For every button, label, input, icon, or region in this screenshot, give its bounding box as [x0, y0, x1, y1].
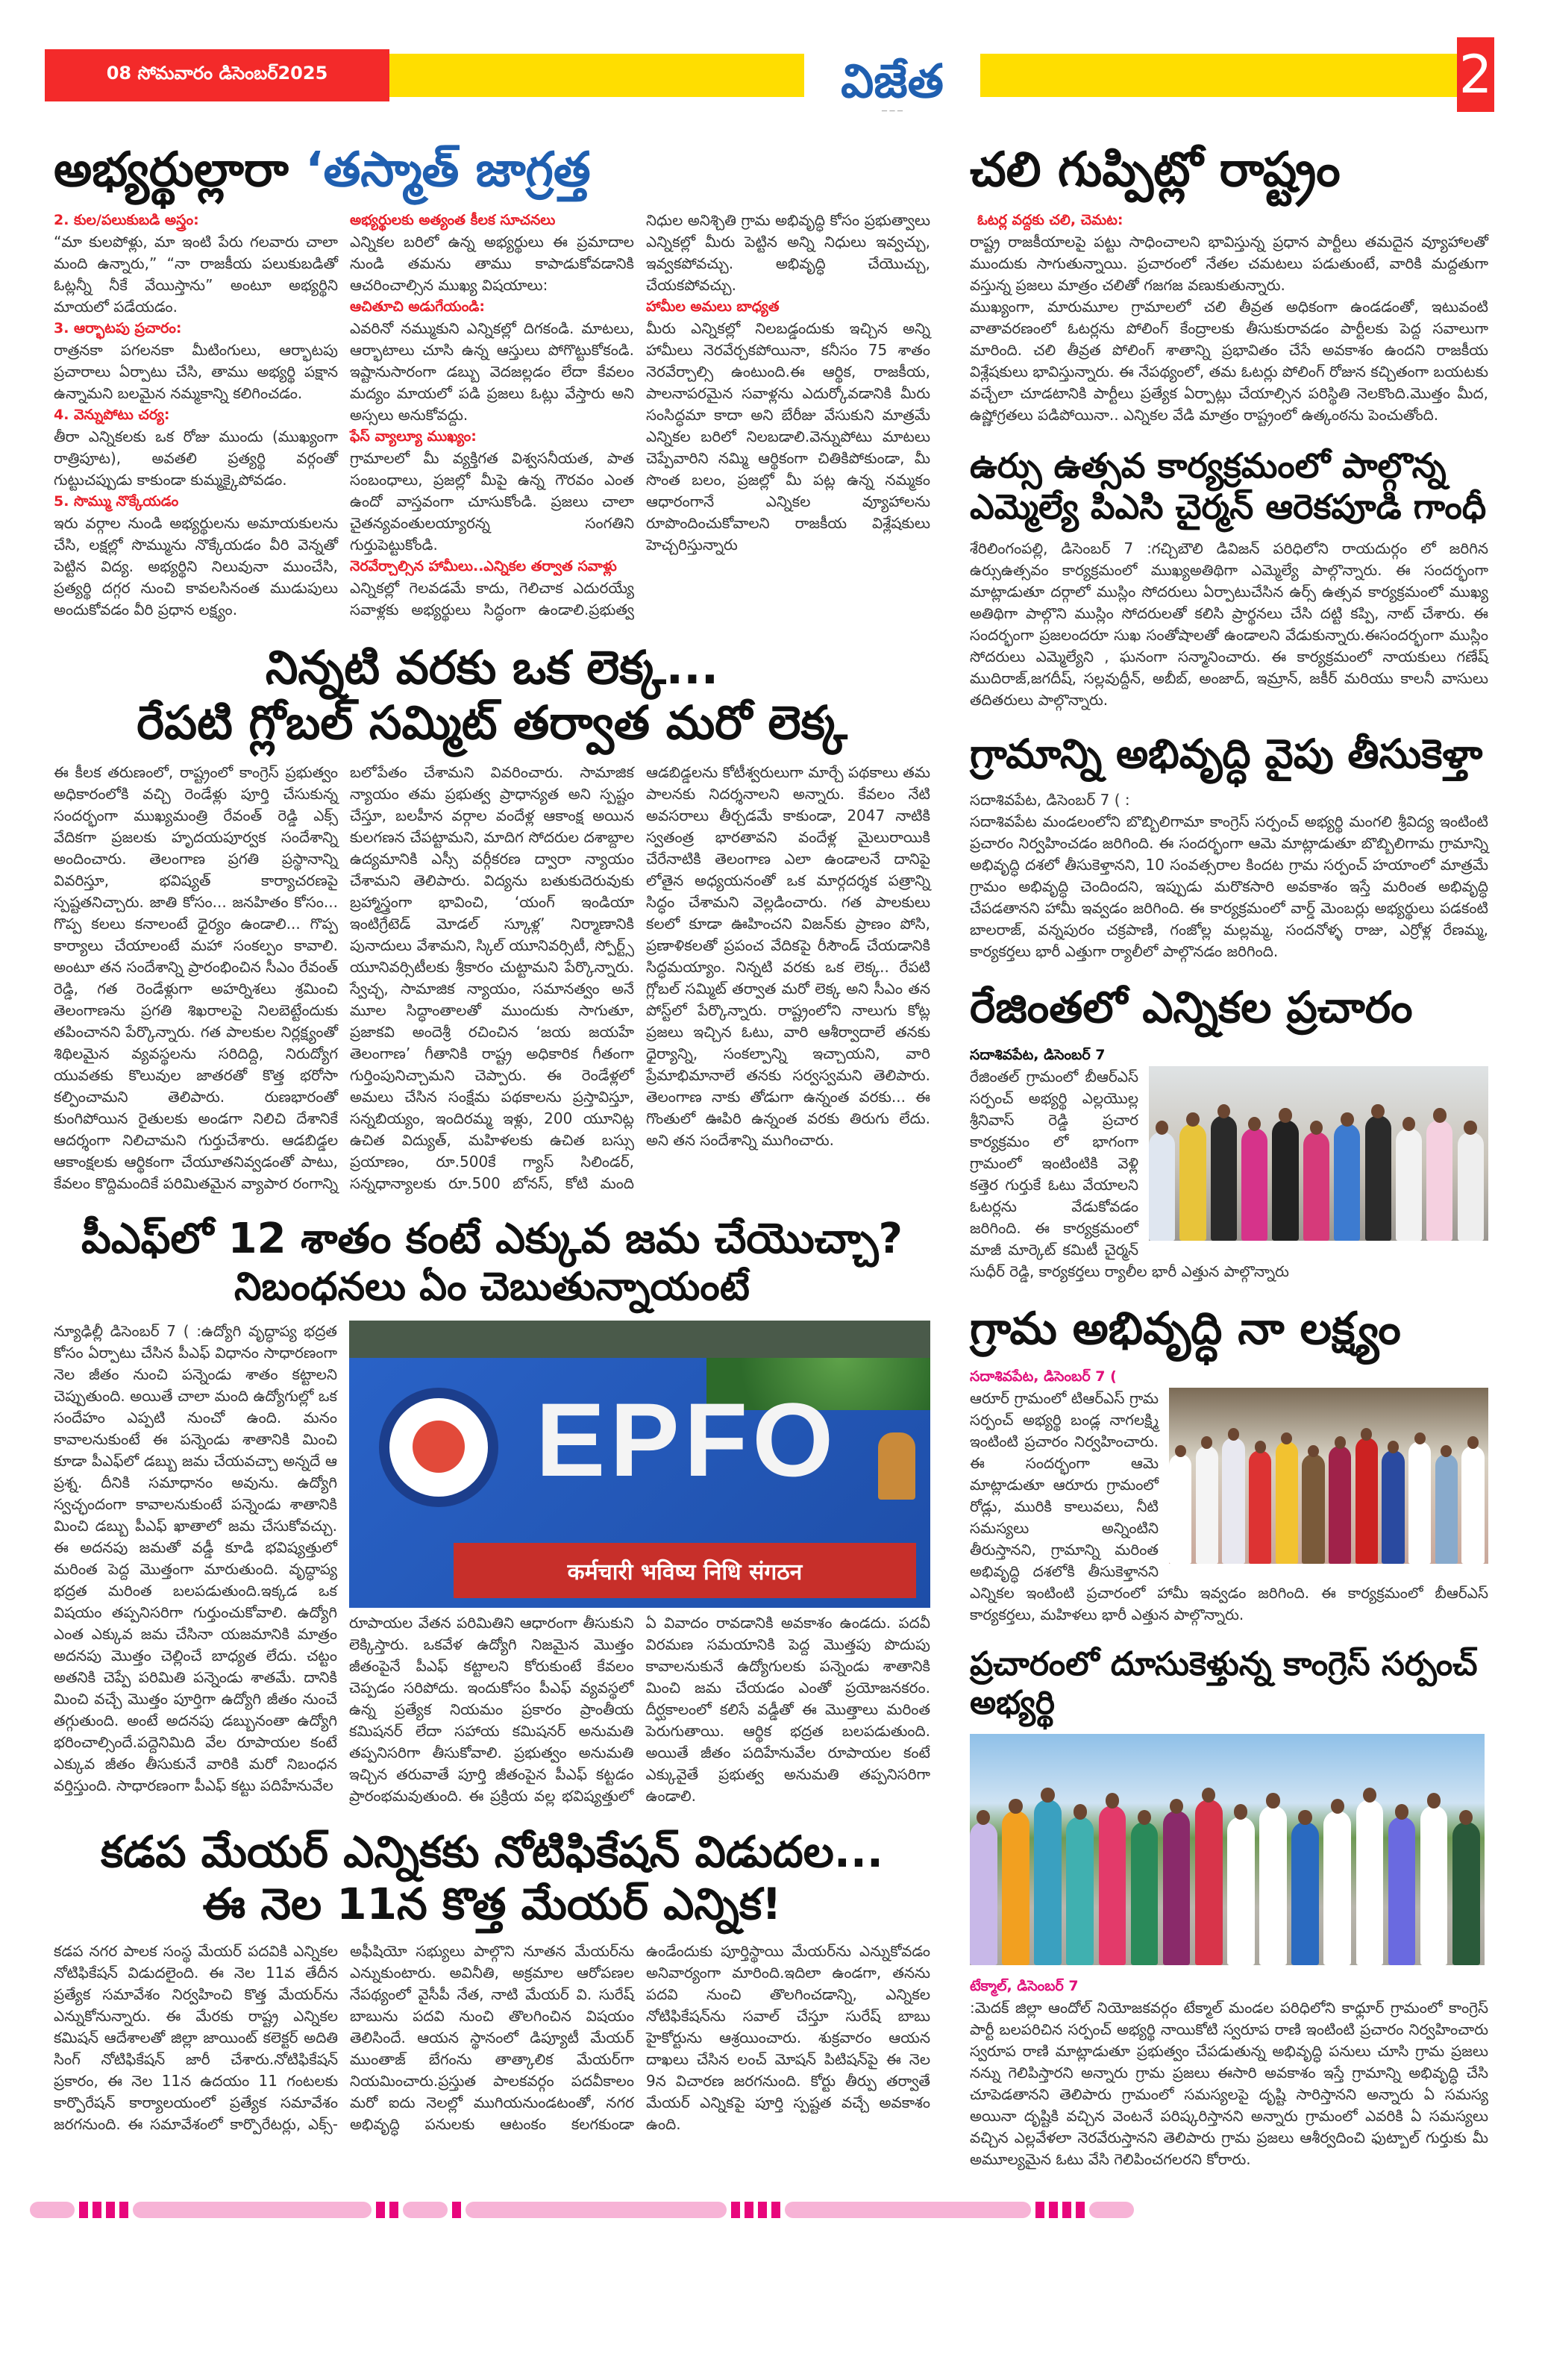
person-figure: [1458, 1132, 1484, 1240]
person-figure: [1303, 1132, 1329, 1240]
pf-headline-1: పీఎఫ్‌లో 12 శాతం కంటే ఎక్కువ జమ చేయొచ్చా?: [81, 1214, 903, 1263]
person-figure: [1329, 1446, 1351, 1564]
person-head: [1228, 1428, 1239, 1441]
person-head: [1402, 1117, 1416, 1131]
person-head: [1175, 1445, 1186, 1458]
person-head: [1361, 1428, 1372, 1441]
section-title: అభ్యర్థులకు అత్యంత కీలక సూచనలు: [350, 211, 556, 228]
person-head: [1433, 1108, 1447, 1122]
section-text: గ్రామాలలో మీ వ్యక్తిగత విశ్వసనీయత, పాత సంబంధాలు, ప్రజల్లో మీపై ఉన్న గౌరవం ఎంత ఉందో వాస్తవంగా చూసుకోండి. ప్రజలు చాలా చైతన్యవంతులయ్యారన్న సంగతిని గుర్తుపెట్టుకోండి.: [350, 448, 634, 554]
village-dev-text: సదాశివపేట మండలంలోని బొబ్బిలిగామా కాంగ్రెస్ సర్పంచ్ అభ్యర్థి మంగలి శ్రీవిద్య ఇంటింటి ప్రచారం నిర్వహించడం జరిగింది. ఈ సందర్భంగా ఆమె మాట్లాడుతూ బొబ్బిలిగామ గ్రామాన్ని అభివృద్ధి దశలో తీసుకెళ్తానని, 10 సంవత్సరాల కిందట గ్రామ సర్పంచ్ హయాంలో మాత్రమే గ్రామం అభివృద్ధి చెందిందని, ఇప్పుడు మరొకసారి అవకాశం ఇస్తే మరింత అభివృద్ధి చేపడతానని హామీ ఇవ్వడం జరిగింది. ఈ కార్యక్రమంలో వార్డ్ మెంబర్లు అభ్యర్థులు పడకంటి బాలరాజ్, వన్నపురం చక్రపాణి, గంజోల్ల మల్లమ్మ, సందనోళ్ళ రాజు, ఎర్రోళ్ల రేణమ్మ, కార్యకర్తలు భారీ ఎత్తుగా ర్యాలీలో పాల్గొనడం జరిగింది.: [970, 812, 1488, 960]
person-figure: [1388, 1817, 1416, 1966]
kadapa-text: కడప నగర పాలక సంస్థ మేయర్ పదవికి ఎన్నికల నోటిఫికేషన్ విడుదలైంది. ఈ నెల 11వ తేదీన ప్రత్యేక సమావేశం నిర్వహించి కొత్త మేయర్‌ను ఎన్నుకోనున్నారు. ఈ మేరకు రాష్ట్ర ఎన్నికల కమిషన్ ఆదేశాలతో జిల్లా జాయింట్ కలెక్టర్ అదితి సింగ్ నోటిఫికేషన్ జారీ చేశారు.నోటిఫికేషన్ ప్రకారం, ఈ నెల 11న ఉదయం 11 గంటలకు కార్పొరేషన్ కార్యాలయంలో ప్రత్యేక సమావేశం జరగనుంది. ఈ సమావేశంలో కార్పొరేటర్లు, ఎక్స్-అఫీషియో సభ్యులు పాల్గొని నూతన మేయర్‌ను ఎన్నుకుంటారు. అవినీతి, అక్రమాల ఆరోపణల నేపథ్యంలో వైసీపీ నేత, నాటి మేయర్ వి. సురేష్ బాబును పదవి నుంచి తొలగించిన విషయం తెలిసిందే. ఆయన స్థానంలో డిప్యూటీ మేయర్ ముంతాజ్ బేగంను తాత్కాలిక మేయర్‌గా నియమించారు.ప్రస్తుత పాలకవర్గం పదవీకాలం మరో ఐదు నెలల్లో ముగియనుండటంతో, నగర అభివృద్ధి పనులకు ఆటంకం కలగకుండా ఉండేందుకు పూర్తిస్థాయి మేయర్‌ను ఎన్నుకోవడం అనివార్యంగా మారింది.ఇదిలా ఉండగా, తనను పదవి నుంచి తొలగించడాన్ని, ఎన్నికల నోటిఫికేషన్‌ను సవాల్ చేస్తూ సురేష్ బాబు హైకోర్టును ఆశ్రయించారు. శుక్రవారం ఆయన దాఖలు చేసిన లంచ్ మోషన్ పిటిషన్‌పై ఈ నెల 9న విచారణ జరగనుంది. కోర్టు తీర్పు తర్వాతే మేయర్ ఎన్నికపై పూర్తి స్పష్టత వచ్చే అవకాశం ఉంది.: [54, 1942, 930, 2134]
person-head: [1041, 1788, 1054, 1803]
person-head: [1467, 1436, 1479, 1449]
person-figure: [1334, 1124, 1360, 1240]
rejinthal-text: రేజింతల్ గ్రామంలో బీఆర్ఎస్ సర్పంచ్ అభ్యర్థి ఎల్లయొల్ల శ్రీనివాస్ రెడ్డి ప్రచార కార్యక్రమం లో భాగంగా గ్రామంలో ఇంటింటికి వెళ్లి కత్తెర గుర్తుకే ఓటు వేయాలని ఓటర్లను వేడుకోవడం జరిగింది. ఈ కార్యక్రమంలో మాజీ మార్కెట్ కమిటీ చైర్మన్ సుధీర్ రెడ్డి, కార్యకర్తలు ర్యాలీల భారీ ఎత్తున పాల్గొన్నారు: [970, 1067, 1289, 1280]
person-figure: [1195, 1800, 1223, 1965]
person-figure: [1355, 1438, 1378, 1564]
tekmal-photo: [970, 1734, 1485, 1965]
person-figure: [1034, 1800, 1062, 1965]
person-head: [1009, 1799, 1022, 1814]
section-title: 4. వెన్నుపోటు చర్య:: [54, 406, 170, 423]
section-title: ఫేస్ వ్యాల్యూ ముఖ్యం:: [350, 428, 477, 445]
person-head: [1331, 1799, 1344, 1814]
section-text: మీరు ఎన్నికల్లో నిలబడ్డందుకు ఇచ్చిన అన్ని హామీలు నెరవేర్చకపోయినా, కనీసం 75 శాతం నెరవేర్చాల్సి ఉంటుంది.ఈ ఆర్థిక, రాజకీయ, పాలనాపరమైన సవాళ్లను ఎదుర్కోవడానికి మీరు సంసిద్ధమా కాదా అని బేరీజు వేసుకుని మాత్రమే ఎన్నికల బరిలో నిలబడాలి.వెన్నుపోటు మాటలు చెప్పేవారిని నమ్మి ఆర్థికంగా చితికిపోకుండా, మీ సొంత బలం, ప్రజల్లో మీ పట్ల ఉన్న నమ్మకం ఆధారంగానే ఎన్నికల వ్యూహాలను రూపొందించుకోవాలని రాజకీయ విశ్లేషకులు హెచ్చరిస్తున్నారు: [646, 319, 930, 554]
section-text: “మా కులపోళ్లు, మా ఇంటి పేరు గలవారు చాలా మంది ఉన్నారు,” “నా రాజకీయ పలుకుబడితో ఓట్లన్నీ నీకే వేయిస్తాను” అంటూ అభ్యర్థిని మాయలో పడేయడం.: [54, 232, 338, 316]
person-figure: [1066, 1817, 1094, 1966]
headline-highlight: ‘తస్మాత్ జాగ్రత్త: [305, 143, 591, 198]
epfo-photo: [349, 1321, 930, 1608]
person-figure: [1396, 1128, 1422, 1241]
person-figure: [1163, 1811, 1191, 1965]
section-title: 2. కుల/పలుకుబడి అస్త్రం:: [54, 211, 199, 228]
aroor-photo: [1169, 1388, 1488, 1564]
person-head: [1074, 1804, 1087, 1819]
person-figure: [1408, 1441, 1431, 1563]
person-figure: [1272, 1120, 1298, 1241]
right-section: [970, 142, 1488, 2170]
person-head: [1335, 1436, 1346, 1449]
epfo-sign-text: EPFO: [536, 1381, 839, 1499]
person-figure: [1452, 1822, 1480, 1965]
person-figure: [1461, 1446, 1484, 1564]
person-head: [1255, 1441, 1266, 1453]
person-head: [1414, 1432, 1426, 1445]
person-head: [1341, 1112, 1354, 1127]
urs-body: శేరిలింగంపల్లి, డిసెంబర్ 7 :గచ్చిబౌలి డివిజన్ పరిధిలోని రాయదుర్గం లో జరిగిన ఉర్సుఉత్సవం కార్యక్రమంలో ముఖ్యఅతిథిగా ఎమ్మెల్యే పాల్గొన్నారు. ఈ సందర్భంగా మాట్లాడుతూ దర్గాలో ముస్లిం సోదరులు ఏర్పాటుచేసిన ఉర్స్ ఉత్సవ కార్యక్రమంలో ముఖ్య అతిథిగా పాల్గొని ముస్లిం సోదరులతో కలిసి ప్రార్థనలు చేసి దట్టి కప్పి, నాట్ చేశారు. ఈ సందర్భంగా ప్రజలందరూ సుఖ సంతోషాలతో ఉండాలని వేడుకున్నారు.ఈసందర్భంగా ముస్లిం సోదరులు ఎమ్మెల్యేని , ఘనంగా సన్మానించారు. ఈ కార్యక్రమంలో నాయకులు గణేష్ ముదిరాజ్,జగదీష్, సల్లవుద్దీన్, అబీబ్, అంజాద్, ఇమ్రాన్, జకీర్ మరియు కాలనీ వాసులు తదితరులు పాల్గొన్నారు.: [970, 539, 1488, 710]
summit-headline-1: నిన్నటి వరకు ఒక లెక్క...: [265, 639, 719, 695]
person-figure: [1365, 1115, 1391, 1241]
person-figure: [1420, 1806, 1448, 1966]
pf-right-area: [349, 1321, 930, 1807]
person-figure: [1002, 1811, 1029, 1965]
person-figure: [1259, 1806, 1287, 1966]
cold-body: [970, 210, 1488, 426]
tekmal-headline: ప్రచారంలో దూసుకెళ్తున్న కాంగ్రెస్ సర్పంచ్ అభ్యర్థి: [970, 1644, 1478, 1723]
issue-date: 08 సోమవారం డిసెంబర్2025: [106, 63, 328, 84]
person-figure: [1302, 1454, 1324, 1563]
person-head: [1138, 1810, 1151, 1825]
section-title: నెరవేర్చాల్సిన హామీలు..ఎన్నికల తర్వాత సవాళ్లు: [350, 557, 617, 574]
person-figure: [1211, 1115, 1237, 1241]
aroor-text: ఆరూర్ గ్రామంలో టిఆర్ఎస్ గ్రామ సర్పంచ్ అభ్యర్థి బండ్ల నాగలక్ష్మి ఇంటింటి ప్రచారం నిర్వహించారు. ఈ సందర్భంగా ఆమె మాట్లాడుతూ ఆరూరు గ్రామంలో రోడ్లు, మురికి కాలువలు, నీటి సమస్యలు అన్నింటిని తీరుస్తానని, గ్రామాన్ని మరింత అభివృద్ధి దశలోకి తీసుకెళ్తానని ఎన్నికల ఇంటింటి ప్రచారంలో హామీ ఇవ్వడం జరిగింది. ఈ కార్యక్రమంలో బీఆర్ఎస్ కార్యకర్తలు, మహిళలు భారీ ఎత్తున పాల్గొన్నారు.: [970, 1388, 1488, 1623]
village-dev-body: [970, 789, 1488, 962]
person-head: [1298, 1810, 1311, 1825]
person-head: [1234, 1804, 1247, 1819]
tekmal-body: :మెదక్ జిల్లా ఆందోల్ నియోజకవర్గం టేక్మాల్ మండల పరిధిలోని కాధ్లూర్ గ్రామంలో కాంగ్రెస్ పార్టీ బలపరిచిన సర్పంచ్ అభ్యర్థి నాయికోటి స్వరూప రాణి ఇంటింటి ప్రచారం నిర్వహించారు స్వరూప రాణి మాట్లాడుతూ ప్రభుత్వం చేపడుతున్న అభివృద్ధి పనులు చూసి గ్రామ ప్రజలు నన్ను గెలిపిస్తారని అన్నారు గ్రామ ప్రజలు ఈసారి అవకాశం ఇస్తే గ్రామాన్ని అభివృద్ధి చేసి చూపెడతానని తెలిపారు గ్రామంలో సమస్యలపై దృష్టి సారిస్తానని అన్నారు ఏ సమస్య అయినా దృష్టికి వచ్చిన వెంటనే పరిష్కరిస్తానని అన్నారు గ్రామంలో ఎవరికి ఏ సమస్యలు వచ్చిన ఎల్లవేళలా నెరవేరుస్తానని తెలిపారు గ్రామ ప్రజలు ఆశీర్వదించి ఫుట్బాల్ గుర్తుకు మీ అమూల్యమైన ఓటు వేసి గెలిపించగలరని కోరారు.: [970, 1999, 1488, 2169]
dateline: సదాశివపేట, డిసెంబర్ 7 ( :: [970, 790, 1130, 809]
section-title: 5. సొమ్ము నొక్కేయడం: [54, 492, 179, 510]
urs-headline-2: ఎమ్మెల్యే పిఎసి చైర్మన్ ఆరెకపూడి గాంధీ: [970, 486, 1487, 527]
person-head: [1186, 1112, 1200, 1127]
summit-headline-2: రేపటి గ్లోబల్ సమ్మిట్ తర్వాత మరో లెక్క: [137, 695, 847, 751]
section-text: ఎన్నికల్లో గెలవడమే కాదు, గెలిచాక ఎదురయ్యే సవాళ్లకు అభ్యర్థులు సిద్ధంగా ఉండాలి.ప్రభుత్వ నిధుల అనిశ్చితి గ్రామ అభివృద్ధి కోసం ప్రభుత్వాలు ఎన్నికల్లో మీరు పెట్టిన అన్ని నిధులు ఇవ్వచ్చు, ఇవ్వకపోవచ్చు. అభివృద్ధి చేయొచ్చు, చేయకపోవచ్చు.: [350, 210, 930, 619]
person-head: [1388, 1441, 1399, 1453]
headline-part: అభ్యర్థుల్లారా: [54, 143, 306, 198]
person-figure: [1149, 1132, 1175, 1240]
print-registration-bar: [30, 2200, 1512, 2220]
section-text: ఎన్నికల బరిలో ఉన్న అభ్యర్థులు ఈ ప్రమాదాల నుండి తమను తాము కాపాడుకోవడానికి ఆచరించాల్సిన ముఖ్య విషయాలు:: [350, 232, 634, 294]
rejinthal-photo: [1149, 1066, 1488, 1241]
person-figure: [1241, 1128, 1267, 1241]
village-dev-headline: గ్రామాన్ని అభివృద్ధి వైపు తీసుకెళ్తా: [970, 730, 1483, 778]
section-title: హామీల అమలు బాధ్యత: [646, 298, 780, 315]
person-head: [1363, 1788, 1376, 1803]
cold-headline: చలి గుప్పిట్లో రాష్ట్రం: [970, 143, 1341, 198]
pf-headline-2: నిబంధనలు ఏం చెబుతున్నాయంటే: [234, 1264, 750, 1309]
section-title: ఆచితూచి అడుగేయండి:: [350, 298, 485, 315]
person-head: [1279, 1108, 1292, 1122]
person-head: [1427, 1793, 1441, 1808]
summit-body: [54, 762, 930, 1194]
person-head: [1106, 1793, 1119, 1808]
section-text: ఎవరినో నమ్ముకుని ఎన్నికల్లో దిగకండి. మాటలు, ఆర్భాటాలు చూసి ఉన్న ఆస్తులు పోగొట్టుకోకండి. ఇష్టానుసారంగా డబ్బు వెదజల్లడం లేదా కేవలం మద్యం మాయలో పడి ప్రజలు ఓట్లు వేస్తారు అని అస్సలు అనుకోవద్దు.: [350, 319, 634, 424]
logo-text: విజేత: [841, 53, 944, 108]
person-figure: [1276, 1441, 1298, 1563]
person-head: [1308, 1445, 1319, 1458]
rejinthal-dateline: సదాశివపేట, డిసెంబర్ 7: [970, 1046, 1106, 1063]
pf-body-right: [349, 1612, 930, 1807]
page-number: 2: [1457, 37, 1494, 112]
candidates-body: [54, 210, 930, 621]
section-text: తీరా ఎన్నికలకు ఒక రోజు ముందు (ముఖ్యంగా రాత్రిపూట), అవతలి ప్రత్యర్థి వర్గంతో గుట్టుచప్పుడు కాకుండా కుమ్మక్కైపోవడం.: [54, 427, 338, 489]
person-head: [1371, 1104, 1385, 1118]
cold-subhead: ఓటర్ల వద్దకు చలి, చెమట:: [977, 211, 1123, 228]
cold-text-2: ముఖ్యంగా, మారుమూల గ్రామాలలో చలి తీవ్రత అధికంగా ఉండడంతో, ఇటువంటి వాతావరణంలో ఓటర్లను పోలింగ్ కేంద్రాలకు తీసుకురావడం పార్టీలకు పెద్ద సవాలుగా మారింది. చలి తీవ్రత పోలింగ్ శాతాన్ని ప్రభావితం చేసే అవకాశం ఉందని రాజకీయ విశ్లేషకులు భావిస్తున్నారు. ఈ నేపథ్యంలో, తమ ఓటర్లు పోలింగ్ రోజున కచ్చితంగా బయటకు వచ్చేలా చూడటానికి పార్టీలు ప్రత్యేక ఏర్పాట్లు చేయాల్సిన పరిస్థితి నెలకొంది.మొత్తం మీద, ఉష్ణోగ్రతలు పడిపోయినా.. ఎన్నికల వేడి మాత్రం రాష్ట్రంలో ఉత్కంఠను పెంచుతోంది.: [970, 297, 1488, 424]
logo-tagline-line: — — —: [881, 107, 903, 114]
rejinthal-headline: రేజింతలో ఎన్నికల ప్రచారం: [970, 981, 1413, 1033]
person-figure: [1356, 1800, 1384, 1965]
section-title: 3. ఆర్భాటపు ప్రచారం:: [54, 319, 182, 336]
ashoka-emblem-icon: [878, 1432, 915, 1500]
person-figure: [1196, 1446, 1218, 1564]
pf-body: [54, 1321, 930, 1807]
epfo-sign-subtext: कर्मचारी भविष्य निधि संगठन: [454, 1543, 916, 1598]
person-head: [1217, 1104, 1231, 1118]
aroor-body: [970, 1388, 1488, 1626]
person-head: [1266, 1793, 1279, 1808]
tekmal-dateline: టేక్మాల్, డిసెంబర్ 7: [970, 1978, 1079, 1995]
kadapa-headline-1: కడప మేయర్ ఎన్నికకు నోటిఫికేషన్ విడుదల...: [101, 1826, 883, 1878]
person-figure: [1382, 1450, 1404, 1564]
person-figure: [1169, 1454, 1191, 1563]
person-figure: [1222, 1438, 1244, 1564]
pf-text: రూపాయల వేతన పరిమితిని ఆధారంగా తీసుకుని లెక్కిస్తారు. ఒకవేళ ఉద్యోగి నిజమైన మొత్తం జీతంపైనే పీఎఫ్ కట్టాలని కోరుకుంటే కేవలం చెప్పడం సరిపోదు. ఇందుకోసం పీఎఫ్ వ్యవస్థలో ఉన్న ప్రత్యేక నియమం ప్రకారం ప్రాంతీయ కమిషనర్ లేదా సహాయ కమిషనర్ అనుమతి తప్పనిసరిగా తీసుకోవాలి. ప్రభుత్వం అనుమతి ఇచ్చిన తరువాతే పూర్తి జీతంపైన పీఎఫ్ కట్టడం ప్రారంభమవుతుంది. ఈ ప్రక్రియ వల్ల భవిష్యత్తులో ఏ వివాదం రావడానికి అవకాశం ఉండదు. పదవీ విరమణ సమయానికి పెద్ద మొత్తపు పొదుపు కావాలనుకునే ఉద్యోగులకు పన్నెండు శాతానికి మించి జమ చేయడం ఎంతో ప్రయోజనకరం. దీర్ఘకాలంలో కలిసే వడ్డీతో ఈ మొత్తాలు మరింత పెరుగుతాయి. ఆర్థిక భద్రత బలపడుతుంది. అయితే జీతం పదిహేనువేల రూపాయల కంటే ఎక్కువైతే ప్రభుత్వ అనుమతి తప్పనిసరిగా ఉండాలి.: [349, 1614, 930, 1806]
person-figure: [1099, 1806, 1126, 1966]
section-text: రాత్రనకా పగలనకా మీటింగులు, ఆర్భాటపు ప్రచారాలు ఏర్పాటు చేసి, తాము అభ్యర్థి పక్షాన ఉన్నామని బలమైన నమ్మకాన్ని కలిగించడం.: [54, 340, 338, 402]
kadapa-headline-2: ఈ నెల 11న కొత్త మేయర్ ఎన్నిక!: [202, 1878, 782, 1929]
person-figure: [1435, 1454, 1458, 1563]
aroor-headline: గ్రామ అభివృద్ధి నా లక్ష్యం: [970, 1302, 1401, 1355]
kadapa-body: [54, 1941, 930, 2135]
person-figure: [1426, 1120, 1452, 1241]
section-text: ఇరు వర్గాల నుండి అభ్యర్థులను అమాయకులను చేసి, లక్షల్లో సొమ్మును నొక్కేయడం వీరి వెన్నతో పెట్టిన విద్య. అభ్యర్థిని నిలువునా ముంచేసి, ప్రత్యర్థి దగ్గర నుంచి కావలసినంత ముడుపులు అందుకోవడం వీరి ప్రధాన లక్ష్యం.: [54, 513, 338, 619]
left-section: [54, 142, 930, 2135]
person-figure: [1227, 1817, 1255, 1966]
person-figure: [1131, 1822, 1159, 1965]
cold-text: రాష్ట్ర రాజకీయాలపై పట్టు సాధించాలని భావిస్తున్న ప్రధాన పార్టీలు తమదైన వ్యూహాలతో ముందుకు సాగుతున్నాయి. ప్రచారంలో నేతల చమటలు పడుతుంటే, వారికి మద్దతుగా వస్తున్న ప్రజలు మాత్రం చలితో గజగజ వణుకుతున్నారు.: [970, 232, 1488, 294]
urs-headline-1: ఉర్సు ఉత్సవ కార్యక్రమంలో పాల్గొన్న: [970, 445, 1447, 486]
epfo-emblem-icon: [379, 1388, 498, 1507]
summit-text: ఈ కీలక తరుణంలో, రాష్ట్రంలో కాంగ్రెస్ ప్రభుత్వం అధికారంలోకి వచ్చి రెండేళ్లు పూర్తి చేసుకున్న సందర్భంగా ముఖ్యమంత్రి రేవంత్ రెడ్డి ఎక్స్ వేదికగా ప్రజలకు హృదయపూర్వక సందేశాన్ని అందించారు. తెలంగాణ ప్రగతి ప్రస్థానాన్ని వివరిస్తూ, భవిష్యత్ కార్యాచరణపై స్పష్టతనిచ్చారు. జాతి కోసం... జనహితం కోసం... గొప్ప కలలు కనాలంటే ధైర్యం ఉండాలి... గొప్ప కార్యాలు చేయాలంటే మహా సంకల్పం కావాలి. అంటూ తన సందేశాన్ని ప్రారంభించిన సీఎం రేవంత్ రెడ్డి, గత రెండేళ్లుగా అహర్నిశలు శ్రమించి తెలంగాణను ప్రగతి శిఖరాలపై నిలబెట్టేందుకు తపించానని పేర్కొన్నారు. గత పాలకుల నిర్లక్ష్యంతో శిథిలమైన వ్యవస్థలను సరిదిద్ది, నిరుద్యోగ యువతకు కొలువుల జాతరతో కొత్త భరోసా కల్పించామని తెలిపారు. రుణభారంతో కుంగిపోయిన రైతులకు అండగా నిలిచి దేశానికే ఆదర్శంగా నిలిచామని గుర్తుచేశారు. ఆడబిడ్డల ఆకాంక్షలకు ఆర్థికంగా చేయూతనివ్వడంతో పాటు, కేవలం కొద్దిమందికే పరిమితమైన వ్యాపార రంగాన్ని బలోపేతం చేశామని వివరించారు. సామాజిక న్యాయం తమ ప్రభుత్వ ప్రాధాన్యత అని స్పష్టం చేస్తూ, బలహీన వర్గాల వందేళ్ల ఆకాంక్ష అయిన కులగణన చేపట్టామని, మాదిగ సోదరుల దశాబ్దాల ఉద్యమానికి ఎస్సీ వర్గీకరణ ద్వారా న్యాయం చేశామని తెలిపారు. విద్యను బతుకుదెరువుకు బ్రహ్మాస్త్రంగా భావించి, ‘యంగ్ ఇండియా ఇంటిగ్రేటెడ్ మోడల్ స్కూళ్ల’ నిర్మాణానికి పునాదులు వేశామని, స్కిల్ యూనివర్సిటీ, స్పోర్ట్స్ యూనివర్సిటీలకు శ్రీకారం చుట్టామని పేర్కొన్నారు. స్వేచ్ఛ, సామాజిక న్యాయం, సమానత్వం అనే మూల సిద్ధాంతాలతో ముందుకు సాగుతూ, ప్రజాకవి అందెశ్రీ రచించిన ‘జయ జయహే తెలంగాణ’ గీతానికి రాష్ట్ర అధికారిక గీతంగా గుర్తింపునిచ్చామని చెప్పారు. ఈ రెండేళ్లలో అమలు చేసిన సంక్షేమ పథకాలను ప్రస్తావిస్తూ, సన్నబియ్యం, ఇందిరమ్మ ఇళ్లు, 200 యూనిట్ల ఉచిత విద్యుత్, మహిళలకు ఉచిత బస్సు ప్రయాణం, రూ.500కే గ్యాస్ సిలిండర్, సన్నధాన్యాలకు రూ.500 బోనస్, కోటి మంది ఆడబిడ్డలను కోటీశ్వరులుగా మార్చే పథకాలు తమ పాలనకు నిదర్శనాలని అన్నారు. కేవలం నేటి అవసరాలు తీర్చడమే కాకుండా, 2047 నాటికి స్వతంత్ర భారతావని వందేళ్ల మైలురాయికి చేరేనాటికి తెలంగాణ ఎలా ఉండాలనే దానిపై లోతైన అధ్యయనంతో ఒక మార్గదర్శక పత్రాన్ని సిద్ధం చేశామని వెల్లడించారు. గత పాలకులు కలలో కూడా ఊహించని విజన్‌కు ప్రాణం పోసి, ప్రణాళికలతో ప్రపంచ వేదికపై రీసౌండ్ చేయడానికి సిద్ధమయ్యాం. నిన్నటి వరకు ఒక లెక్క.. రేపటి గ్లోబల్ సమ్మిట్ తర్వాత మరో లెక్క అని సీఎం తన పోస్ట్‌లో పేర్కొన్నారు. రాష్ట్రంలోని నాలుగు కోట్ల ప్రజలు ఇచ్చిన ఓటు, వారి ఆశీర్వాదాలే తనకు ధైర్యాన్ని, సంకల్పాన్ని ఇచ్చాయని, వారి ప్రేమాభిమానాలే తనకు సర్వస్వమని తెలిపారు. తెలంగాణ నాకు తోడుగా ఉన్నంత వరకు... ఈ గొంతులో ఊపిరి ఉన్నంత వరకు తిరుగు లేదు. అని తన సందేశాన్ని ముగించారు.: [54, 762, 930, 1192]
fence: [349, 1321, 930, 1358]
rejinthal-body: [970, 1066, 1488, 1283]
person-head: [1395, 1804, 1408, 1819]
person-figure: [970, 1822, 997, 1965]
person-figure: [1179, 1124, 1206, 1240]
person-figure: [1323, 1811, 1351, 1965]
candidates-headline: [54, 142, 930, 199]
person-figure: [1291, 1822, 1319, 1965]
pf-body-left: న్యూఢిల్లీ డిసెంబర్ 7 ( :ఉద్యోగి వృద్ధాప్య భద్రత కోసం ఏర్పాటు చేసిన పీఎఫ్ విధానం సాధారణంగా నెల జీతం నుంచి పన్నెండు శాతం కట్టాలని చెప్పుతుంది. అయితే చాలా మంది ఉద్యోగుల్లో ఒక సందేహం ఎప్పటి నుంచో ఉంది. మనం కావాలనుకుంటే ఈ పన్నెండు శాతానికి మించి కూడా పీఎఫ్‌లో డబ్బు జమ చేయవచ్చా అన్నదే ఆ ప్రశ్న. దీనికి సమాధానం అవును. ఉద్యోగి స్వచ్ఛందంగా కావాలనుకుంటే పన్నెండు శాతానికి మించి డబ్బు పీఎఫ్ ఖాతాలో జమ చేసుకోవచ్చు. ఈ అదనపు జమతో వడ్డీ కూడి భవిష్యత్తులో మరింత పెద్ద మొత్తంగా మారుతుంది. వృద్ధాప్య భద్రత మరింత బలపడుతుంది.ఇక్కడ ఒక విషయం తప్పనిసరిగా గుర్తుంచుకోవాలి. ఉద్యోగి ఎంత ఎక్కువ జమ చేసినా యజమానికి మాత్రం అదనపు మొత్తం చెల్లించే బాధ్యత లేదు. చట్టం అతనికి చెప్పే పరిమితి పన్నెండు శాతమే. దానికి మించి వచ్చే మొత్తం పూర్తిగా ఉద్యోగి జీతం నుంచే తగ్గుతుంది. అంటే అదనపు డబ్బునంతా ఉద్యోగి భరించాల్సిందే.పద్దెనిమిది వేల రూపాయల కంటే ఎక్కువ జీతం తీసుకునే వారికి మరో నిబంధన వర్తిస్తుంది. సాధారణంగా పీఎఫ్ కట్టు పదిహేనువేల: [54, 1322, 337, 1795]
person-figure: [1249, 1450, 1271, 1564]
aroor-dateline: సదాశివపేట, డిసెంబర్ 7 (: [970, 1368, 1117, 1385]
